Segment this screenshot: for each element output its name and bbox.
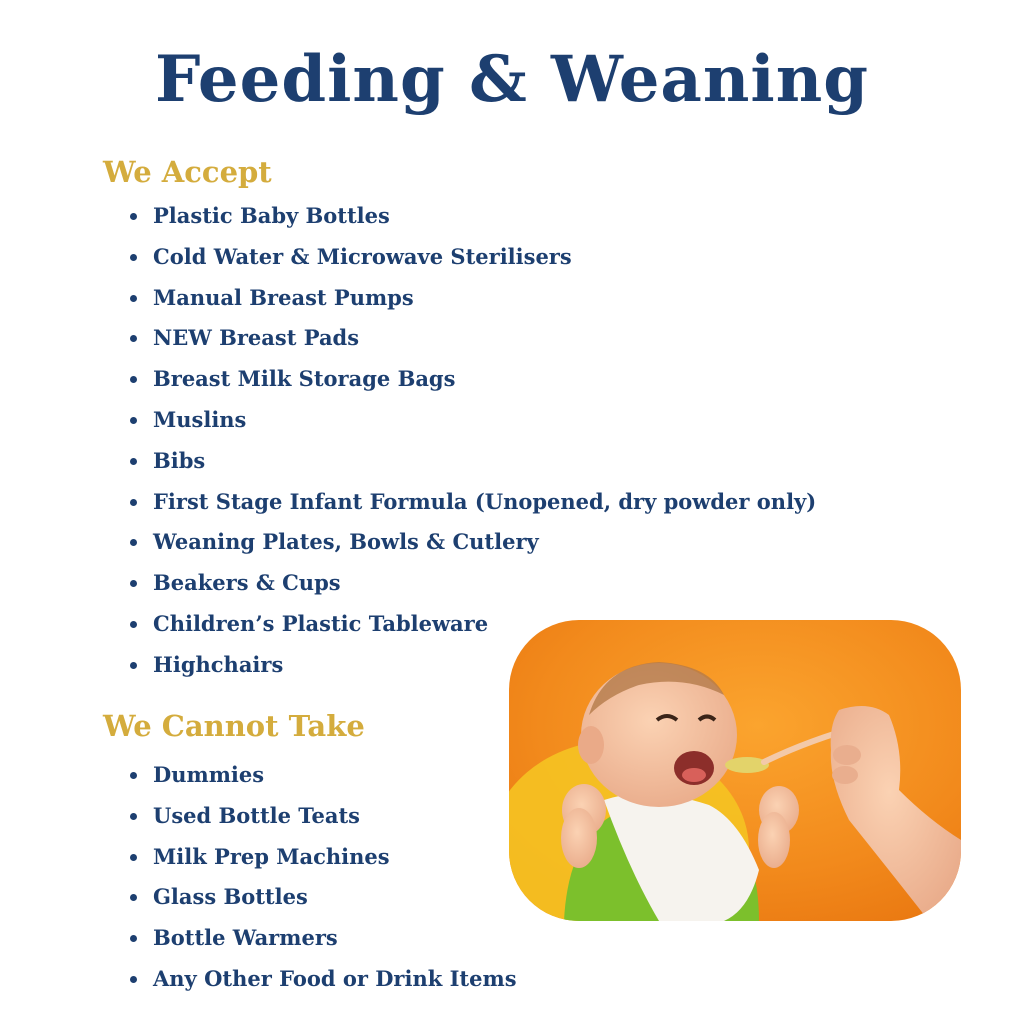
list-item — [128, 755, 517, 796]
bullet-icon — [130, 976, 137, 983]
list-item-label: Dummies — [153, 762, 265, 787]
bullet-icon — [130, 580, 137, 587]
list-item-label: Plastic Baby Bottles — [153, 203, 390, 228]
page-title: Feeding & Weaning — [154, 42, 870, 117]
accept-list — [128, 196, 816, 686]
list-item — [128, 522, 816, 563]
cannot-take-list — [128, 755, 517, 1000]
bullet-icon — [130, 662, 137, 669]
bullet-icon — [130, 213, 137, 220]
list-item — [128, 278, 816, 319]
list-item — [128, 563, 816, 604]
bullet-icon — [130, 458, 137, 465]
bullet-icon — [130, 417, 137, 424]
list-item-label: Muslins — [153, 406, 247, 432]
bullet-icon — [130, 935, 137, 942]
list-item — [128, 359, 816, 400]
list-item-label: Bottle Warmers — [153, 925, 338, 951]
list-item-label: Children’s Plastic Tableware — [153, 610, 489, 636]
bullet-icon — [130, 772, 137, 779]
list-item — [128, 482, 816, 523]
list-item — [128, 441, 816, 482]
list-item-label: Beakers & Cups — [153, 570, 341, 596]
list-item-label: Cold Water & Microwave Sterilisers — [153, 243, 572, 269]
list-item-label: Glass Bottles — [153, 884, 308, 910]
bullet-icon — [130, 854, 137, 861]
bullet-icon — [130, 539, 137, 546]
list-item-label: NEW Breast Pads — [153, 325, 360, 351]
list-item-label: Breast Milk Storage Bags — [153, 366, 456, 392]
list-item — [128, 318, 816, 359]
list-item-label: Used Bottle Teats — [153, 802, 361, 828]
list-item — [128, 196, 816, 237]
list-item-label: Weaning Plates, Bowls & Cutlery — [153, 529, 539, 555]
list-item — [128, 918, 517, 959]
bullet-icon — [130, 813, 137, 820]
bullet-icon — [130, 894, 137, 901]
list-item-label: Highchairs — [153, 651, 284, 677]
bullet-icon — [130, 254, 137, 261]
list-item — [128, 837, 517, 878]
list-item-label: Milk Prep Machines — [153, 843, 390, 869]
baby-feeding-photo — [509, 620, 961, 921]
list-item — [128, 796, 517, 837]
bullet-icon — [130, 499, 137, 506]
we-cannot-take-heading: We Cannot Take — [103, 709, 365, 743]
bullet-icon — [130, 295, 137, 302]
list-item — [128, 237, 816, 278]
bullet-icon — [130, 335, 137, 342]
we-accept-heading: We Accept — [103, 155, 272, 189]
bullet-icon — [130, 621, 137, 628]
list-item-label: Bibs — [153, 447, 206, 473]
list-item-label: Manual Breast Pumps — [153, 284, 414, 310]
baby-being-spoon-fed-icon — [509, 620, 961, 921]
bullet-icon — [130, 376, 137, 383]
list-item — [128, 877, 517, 918]
list-item — [128, 400, 816, 441]
list-item-label: Any Other Food or Drink Items — [153, 965, 517, 991]
list-item — [128, 959, 517, 1000]
list-item-label: First Stage Infant Formula (Unopened, dry powder only) — [153, 488, 817, 514]
